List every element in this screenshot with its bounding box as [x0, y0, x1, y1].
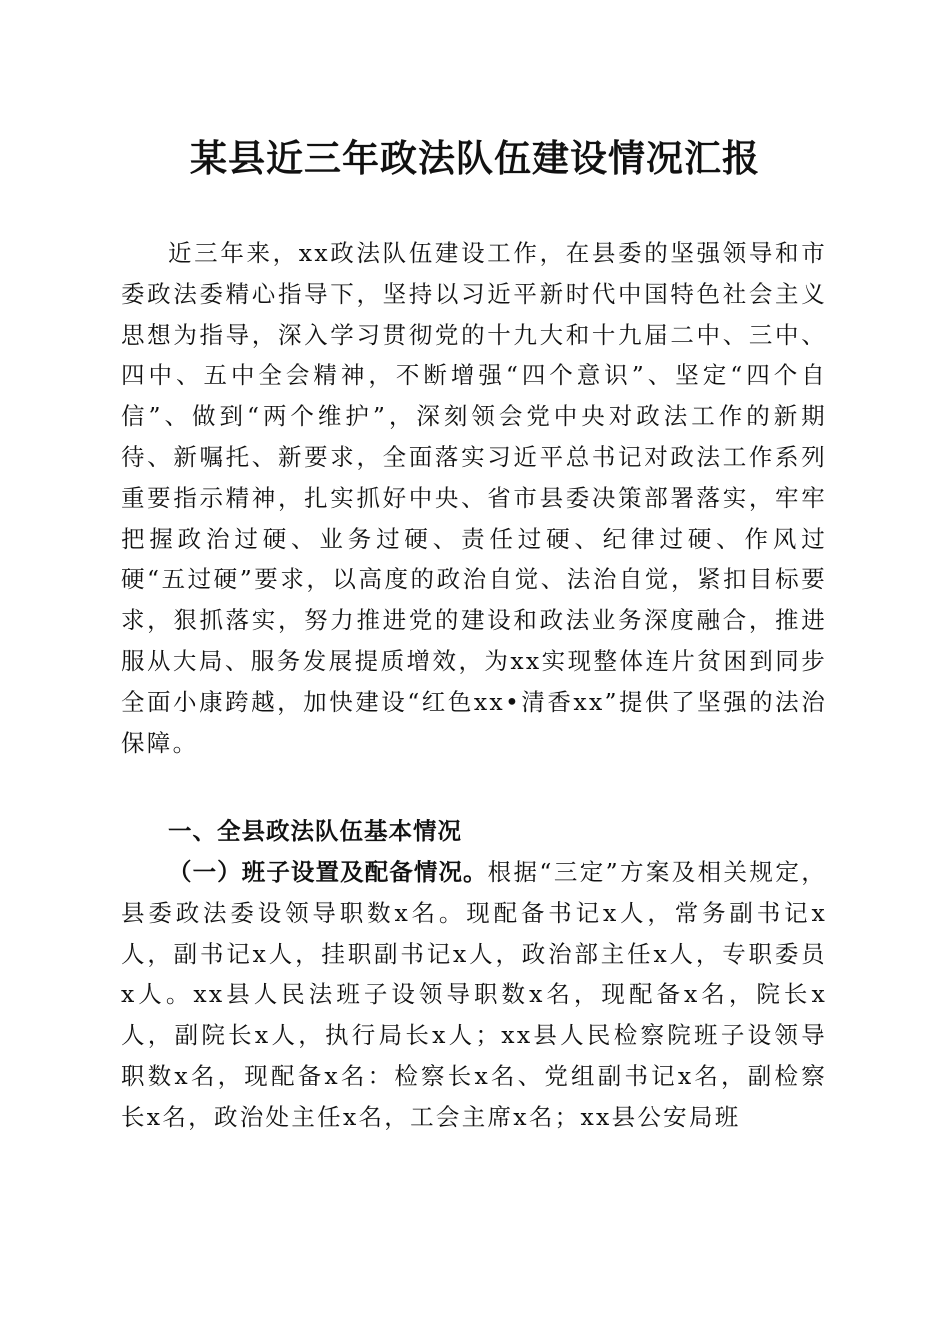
subsection-text: 根据“三定”方案及相关规定，县委政法委设领导职数x名。现配备书记x人，常务副书记x人，副书记x人，挂职副书记x人，政治部主任x人，专职委员x人。xx县人民法班子设领导职数x名，现配备x名，院长x人，副院长x人，执行局长x人；xx县人民检察院班子设领导职数x名，现配备x名：检察长x名、党组副书记x名，副检察长x名，政治处主任x名，工会主席x名；xx县公安局班	[121, 858, 828, 1131]
section-heading: 一、全县政法队伍基本情况	[168, 817, 462, 845]
document-title: 某县近三年政法队伍建设情况汇报	[190, 136, 760, 180]
subsection-paragraph	[121, 852, 827, 1138]
intro-paragraph: 近三年来，xx政法队伍建设工作，在县委的坚强领导和市委政法委精心指导下，坚持以习近平新时代中国特色社会主义思想为指导，深入学习贯彻党的十九大和十九届二中、三中、四中、五中全会精神，不断增强“四个意识”、坚定“四个自信”、做到“两个维护”，深刻领会党中央对政法工作的新期待、新嘱托、新要求，全面落实习近平总书记对政法工作系列重要指示精神，扎实抓好中央、省市县委决策部署落实，牢牢把握政治过硬、业务过硬、责任过硬、纪律过硬、作风过硬“五过硬”要求，以高度的政治自觉、法治自觉，紧扣目标要求，狠抓落实，努力推进党的建设和政法业务深度融合，推进服从大局、服务发展提质增效，为xx实现整体连片贫困到同步全面小康跨越，加快建设“红色xx•清香xx”提供了坚强的法治保障。	[121, 239, 827, 757]
subsection-lead: （一）班子设置及配备情况。	[168, 858, 488, 886]
